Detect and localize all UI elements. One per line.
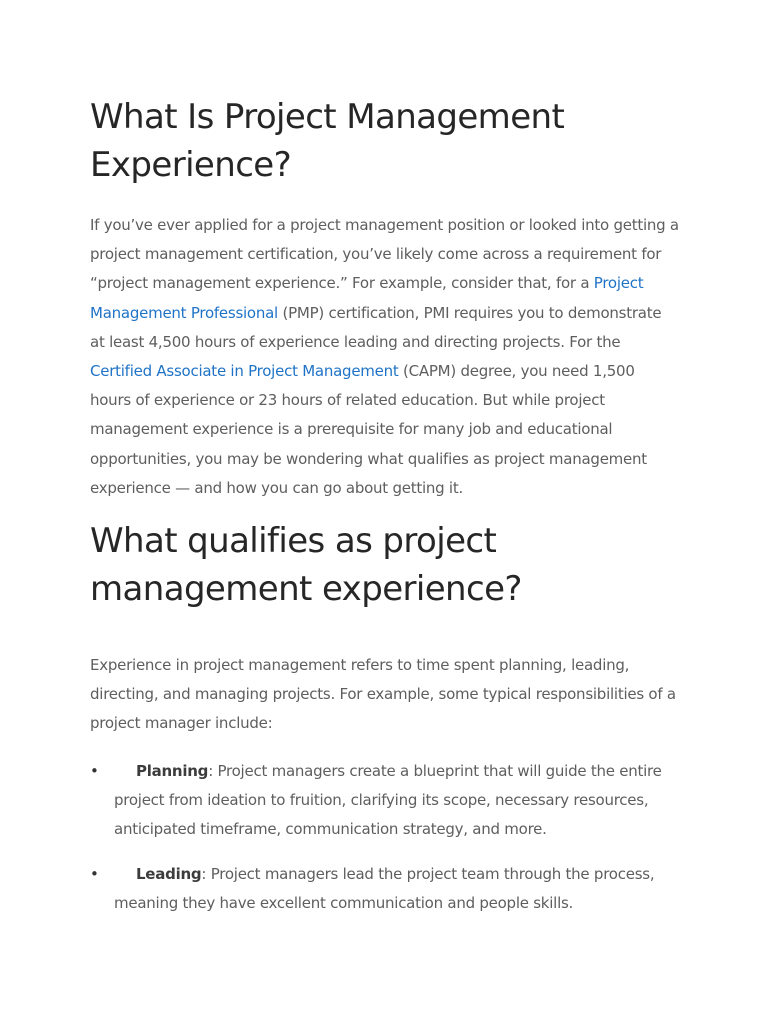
- list-item: [90, 860, 680, 918]
- responsibilities-list: [90, 757, 680, 933]
- list-item-term: Leading: [136, 864, 202, 883]
- page-title: What Is Project Management Experience?: [90, 97, 565, 185]
- intro-text-2: (PMP) certification, PMI requires you to demonstrate at least 4,500 hours of experience leading and directing projects. For the: [90, 303, 662, 351]
- list-item-text: : Project managers create a blueprint that will guide the entire project from ideation to fruition, clarifying its scope, necessary resources, anticipated timeframe, communication strategy, and more.: [114, 762, 662, 839]
- capm-link[interactable]: Certified Associate in Project Management: [90, 362, 399, 381]
- pmp-link[interactable]: Project Management Professional: [90, 274, 644, 322]
- list-item-term: Planning: [136, 762, 209, 780]
- list-item: [90, 757, 680, 845]
- bullet-icon: •: [90, 864, 99, 883]
- intro-text-3: (CAPM) degree, you need 1,500 hours of experience or 23 hours of related education. But while project management experience is a prerequisite for many job and educational opportunities, you may be wondering what qualifies as project management experience — and how you can go about getting it.: [90, 362, 647, 497]
- intro-text-1: If you’ve ever applied for a project management position or looked into getting a project management certification, you’ve likely come across a requirement for “project management experience.” For example, consider that, for a: [90, 216, 679, 293]
- bullet-icon: •: [90, 762, 99, 780]
- list-item-text: : Project managers lead the project team through the process, meaning they have excellent communication and people skills.: [114, 864, 655, 912]
- section-heading-qualifies: What qualifies as project management experience?: [90, 521, 522, 609]
- qualifies-paragraph: Experience in project management refers to time spent planning, leading, directing, and managing projects. For example, some typical responsibilities of a project manager include:: [90, 656, 676, 733]
- intro-paragraph: [90, 211, 680, 503]
